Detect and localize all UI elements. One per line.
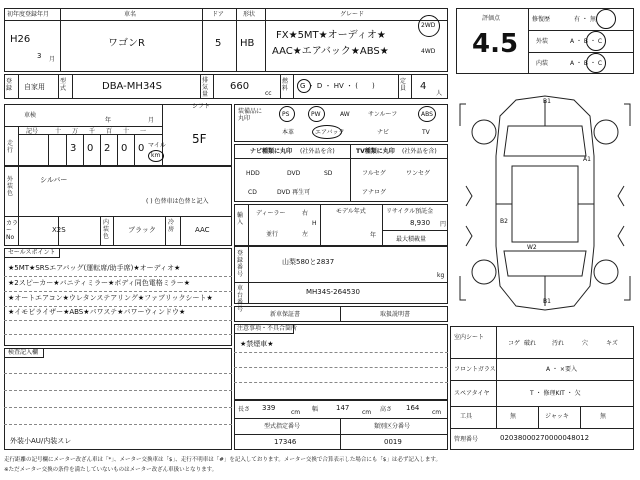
- nav-dvd-play: DVD 再生可: [277, 189, 311, 196]
- digit-header-1: 十: [55, 128, 62, 135]
- jack-label: ジャッキ: [545, 413, 569, 420]
- inspection-year-label: 年: [105, 117, 112, 124]
- digit-header-5: 十: [123, 128, 130, 135]
- model-year-label: モデル年式: [336, 208, 366, 215]
- plate-label: 登録番号: [237, 250, 244, 278]
- registration-month: 3: [37, 52, 42, 60]
- nav-hdd: HDD: [246, 170, 260, 177]
- equipment-table: [234, 104, 448, 142]
- height-label: 高さ: [380, 406, 393, 413]
- sales-line-1: ★5MT★SRSエアバッグ(運転席/助手席)★オーディオ★: [8, 264, 181, 272]
- mileage-digit-1: 3: [70, 143, 77, 154]
- color-no-label: カラーNo: [6, 220, 19, 241]
- equipment-label: 装備品に丸印: [238, 108, 263, 122]
- car-name-label: 車名: [124, 11, 137, 18]
- exterior-label: 外装: [536, 38, 549, 45]
- jack-value: 無: [600, 413, 607, 420]
- max-load-label: 最大積載量: [396, 236, 427, 243]
- repair-options: 有 ・ 無: [574, 16, 596, 23]
- color-no-value: X2S: [52, 226, 66, 234]
- seat-burn: コゲ: [508, 340, 521, 347]
- inspector-label: 検査記入欄: [8, 349, 39, 356]
- digit-header-2: 万: [72, 128, 79, 135]
- row2-table: [4, 74, 448, 99]
- mileage-digit-4: 0: [121, 143, 128, 154]
- equip-leather: 本革: [282, 129, 295, 136]
- displacement-unit: cc: [265, 90, 272, 97]
- seat-tear: 破れ: [524, 340, 537, 347]
- front-glass-label: フロントガラス: [454, 366, 496, 373]
- exterior-b-circle: [586, 31, 606, 51]
- door-label: ドア: [212, 11, 224, 18]
- notes-table: [234, 324, 448, 400]
- damage-a1: A1: [583, 156, 591, 163]
- equip-airbag: エアバック: [315, 129, 345, 136]
- score-label: 評価点: [482, 15, 501, 22]
- chassis-value: MH34S-264530: [306, 288, 360, 296]
- length-unit: cm: [291, 409, 301, 416]
- seat-hole: 穴: [582, 340, 589, 347]
- footer-line-1: 走行距離の記号欄にメーター改ざん車は「*」、メーター交換車は「$」、走行不明車は「#」を記入しております。メーター交換で合算表示した場合にも「$」は必ず記入します。: [4, 457, 441, 463]
- km-label: km: [151, 152, 161, 159]
- type-approval-label: 型式指定番号: [264, 423, 301, 430]
- right-label: 右: [302, 210, 309, 217]
- mileage-digit-2: 0: [87, 143, 94, 154]
- capacity-value: 4: [420, 81, 427, 92]
- tv-fullseg: フルセグ: [362, 170, 386, 177]
- mileage-digit-3: 2: [104, 143, 111, 154]
- ac-label: 冷房: [168, 219, 175, 233]
- mile-label: マイル: [148, 142, 166, 149]
- repair-none-circle: [596, 9, 616, 29]
- front-glass-value: A ・ ×要入: [546, 366, 577, 373]
- model-label: 型式: [60, 78, 67, 92]
- interior-score-label: 内装: [536, 60, 549, 67]
- width-value: 147: [336, 404, 350, 412]
- height-unit: cm: [432, 409, 442, 416]
- equip-sunroof: サンルーフ: [368, 111, 398, 118]
- drive-2wd: 2WD: [421, 22, 436, 29]
- seat-scratch: キズ: [606, 340, 618, 347]
- class-label: 類別区分番号: [374, 423, 411, 430]
- digit-header-0: 記号: [26, 128, 39, 135]
- car-damage-diagram: [456, 86, 634, 322]
- chassis-label: 車台番号: [237, 285, 244, 313]
- sales-line-3: ★オートエアコン★ウレタンステアリング★ファブリックシート★: [8, 294, 213, 302]
- equip-nav: ナビ: [377, 129, 390, 136]
- dealer-label: ディーラー: [256, 210, 286, 217]
- interior-color-value: ブラック: [128, 226, 156, 234]
- damage-b1-top: B1: [543, 98, 551, 105]
- tv-label: TV種類に丸印: [356, 148, 395, 155]
- equip-abs: ABS: [421, 111, 433, 118]
- nav-sd: SD: [324, 170, 333, 177]
- recycle-unit: 円: [440, 221, 447, 228]
- displacement-value: 660: [230, 81, 250, 92]
- registration-month-unit: 月: [49, 56, 56, 63]
- interior-options: A ・ B ・ C: [570, 60, 603, 67]
- digit-header-3: 千: [89, 128, 96, 135]
- model-year-unit: 年: [370, 232, 377, 239]
- shift-label: シフト: [192, 103, 211, 110]
- length-value: 339: [262, 404, 276, 412]
- capacity-unit: 人: [436, 90, 443, 97]
- inspection-month-label: 月: [148, 117, 155, 124]
- tv-analog: アナログ: [362, 189, 387, 196]
- digit-header-4: 百: [106, 128, 113, 135]
- class-value: 0019: [384, 438, 402, 446]
- capacity-label: 定員: [400, 78, 407, 92]
- tv-oneseg: ワンセグ: [406, 170, 431, 177]
- interior-b-circle: [586, 53, 606, 73]
- manage-label: 管理番号: [454, 436, 479, 443]
- type-approval-value: 17346: [274, 438, 297, 446]
- damage-w2: W2: [527, 244, 537, 251]
- first-reg-label: 初年度登録年月: [7, 11, 50, 18]
- repair-label: 修復歴: [532, 16, 551, 23]
- equip-pw: PW: [311, 111, 321, 118]
- new-car-warranty: 新車保証書: [270, 311, 301, 318]
- usage-value: 自家用: [24, 83, 45, 91]
- car-name-value: ワゴンR: [108, 38, 145, 49]
- ac-value: AAC: [195, 226, 210, 234]
- width-label: 幅: [312, 406, 319, 413]
- vehicle-inspection-label: 車検: [24, 112, 37, 119]
- nav-label: ナビ種類に丸印: [250, 148, 293, 155]
- body-shape: HB: [240, 38, 255, 49]
- spare-tire-label: スペアタイヤ: [454, 390, 490, 397]
- sales-line-4: ★イモビライザー★ABS★パワステ★パワーウィンドウ★: [8, 308, 186, 316]
- seat-stain: 汚れ: [552, 340, 565, 347]
- width-unit: cm: [362, 409, 372, 416]
- damage-b2: B2: [500, 218, 508, 225]
- recycle-value: 8,930: [410, 219, 431, 227]
- nav-cd: CD: [248, 189, 257, 196]
- damage-b1-bottom: B1: [543, 298, 551, 305]
- sales-point-label: セールスポイント: [8, 249, 56, 256]
- drive-4wd: 4WD: [421, 48, 436, 55]
- tools-value: 無: [510, 413, 517, 420]
- digit-header-6: 一: [140, 128, 147, 135]
- interior-color-label: 内装色: [103, 219, 110, 240]
- spare-tire-value: T ・ 修理KIT ・ 欠: [530, 390, 581, 397]
- grade-line-1: FX★5MT★オーディオ★: [276, 30, 386, 41]
- travel-label: 走行: [7, 140, 14, 154]
- interior-seat-label: 室内シート: [454, 334, 485, 341]
- tv-note: (社外品を含): [402, 148, 437, 155]
- displacement-label: 排気量: [202, 77, 209, 98]
- fuel-label: 燃料: [282, 78, 289, 92]
- parallel-label: 並行: [266, 231, 279, 238]
- inspector-table: [4, 348, 232, 450]
- registration-era: H26: [10, 34, 31, 45]
- equip-tv: TV: [422, 129, 430, 136]
- mileage-digit-5: 0: [138, 143, 145, 154]
- length-label: 長さ: [238, 406, 251, 413]
- plate-value: 山梨580と2837: [282, 258, 335, 266]
- door-count: 5: [215, 38, 222, 49]
- shift-value: 5F: [192, 132, 207, 146]
- handle-label: H: [312, 220, 317, 227]
- grade-label: グレード: [340, 11, 365, 18]
- footer-line-2: ※ただメーター交換の条件を満たしていないものはメーター改ざん車扱いとなります。: [4, 467, 218, 473]
- equip-aw: AW: [340, 111, 350, 118]
- exterior-color-value: シルバー: [40, 176, 68, 184]
- manage-value: 02038000270000048012: [500, 434, 590, 442]
- grade-line-2: AAC★エアバック★ABS★: [272, 46, 389, 57]
- shape-label: 形状: [243, 11, 256, 18]
- inspector-note: 外装小AU/内装スレ: [10, 437, 72, 445]
- color-change-note: ( ) 色替車は色替と記入: [146, 198, 209, 205]
- fuel-options: G ・ D ・ HV ・ ( ): [300, 82, 375, 90]
- left-label: 左: [302, 231, 309, 238]
- import-label: 輸入: [237, 212, 244, 226]
- height-value: 164: [406, 404, 420, 412]
- warranty-table: [234, 306, 448, 322]
- max-load-unit: kg: [437, 272, 445, 279]
- nav-note: (社外品を含): [300, 148, 335, 155]
- equip-ps: PS: [282, 111, 290, 118]
- nav-dvd: DVD: [287, 170, 301, 177]
- exterior-color-label: 外装色: [7, 176, 14, 197]
- notes-value: ★禁煙車★: [240, 340, 274, 348]
- recycle-label: リサイクル預託金: [386, 208, 434, 215]
- tools-label: 工具: [460, 413, 473, 420]
- model-value: DBA-MH34S: [102, 81, 163, 92]
- notes-label: 注意事項・不具合箇所: [237, 325, 298, 332]
- exterior-options: A ・ B ・ C: [570, 38, 603, 45]
- owner-manual: 取扱説明書: [380, 311, 411, 318]
- sales-line-2: ★2スピーカー★バニティミラー★ボディ同色電格ミラー★: [8, 279, 191, 287]
- reg-label: 登録: [6, 78, 13, 92]
- score-value: 4.5: [472, 29, 519, 59]
